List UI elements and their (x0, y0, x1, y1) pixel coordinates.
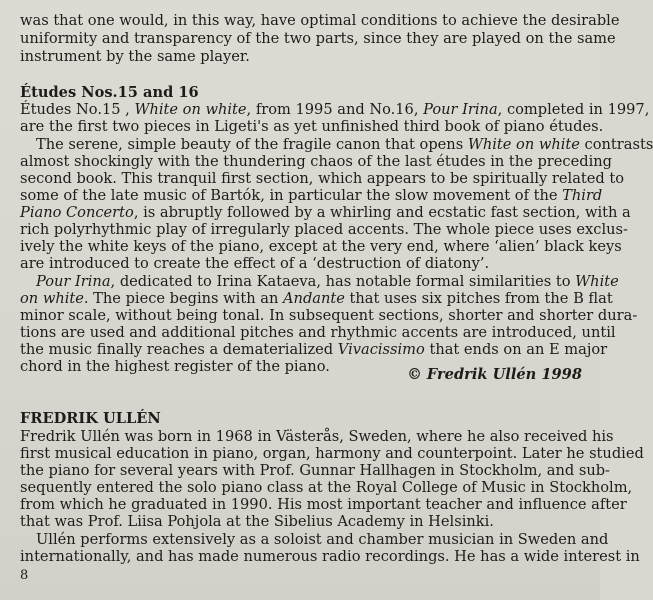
bio-line: the piano for several years with Prof. Gunnar Hallhagen in Stockholm, and sub- (20, 462, 610, 479)
bio-line: sequently entered the solo piano class at the Royal College of Music in Stockholm, (20, 479, 633, 496)
body-line (20, 101, 650, 118)
work-title: White on white (467, 136, 580, 153)
bio-line: Ullén performs extensively as a soloist and chamber musician in Sweden and (36, 531, 609, 548)
body-line (20, 204, 631, 221)
text-run: , from 1995 and No.16, (246, 101, 424, 118)
body-line (20, 136, 653, 153)
section-heading-etudes: Études Nos.15 and 16 (20, 84, 199, 101)
text-run: contrasts (579, 136, 653, 153)
intro-line: uniformity and transparency of the two parts, since they are played on the same (20, 30, 616, 47)
bio-line: Fredrik Ullén was born in 1968 in Västerås, Sweden, where he also received his (20, 428, 614, 445)
work-title: White (575, 273, 619, 290)
work-title: Piano Concerto (20, 204, 134, 221)
text-run: that ends on an E major (424, 341, 608, 358)
tempo-marking: Vivacissimo (337, 341, 425, 358)
body-line (20, 273, 619, 290)
body-line: chord in the highest register of the piano. (20, 358, 330, 375)
text-run: , dedicated to Irina Kataeva, has notable formal similarities to (110, 273, 576, 290)
body-line (20, 187, 603, 204)
bio-line: that was Prof. Liisa Pohjola at the Sibelius Academy in Helsinki. (20, 513, 494, 530)
work-title: White on white (134, 101, 247, 118)
intro-line: was that one would, in this way, have optimal conditions to achieve the desirable (20, 12, 620, 29)
text-run: that uses six pitches from the B flat (344, 290, 613, 307)
text-run: The serene, simple beauty of the fragile canon that opens (36, 136, 468, 153)
tempo-marking: Andante (283, 290, 345, 307)
work-title: Pour Irina (423, 101, 498, 118)
body-line: rich polyrhythmic play of irregularly placed accents. The whole piece uses exclus- (20, 221, 628, 238)
page-number: 8 (20, 568, 29, 583)
body-line: almost shockingly with the thundering chaos of the last études in the preceding (20, 153, 612, 170)
body-line: are introduced to create the effect of a ‘destruction of diatony’. (20, 255, 490, 272)
body-line: tions are used and additional pitches and rhythmic accents are introduced, until (20, 324, 616, 341)
text-run: Études No.15 , (20, 101, 135, 118)
body-line: second book. This tranquil first section, which appears to be spiritually related to (20, 170, 625, 187)
work-title: Third (562, 187, 603, 204)
body-line (20, 290, 613, 307)
body-line: are the first two pieces in Ligeti's as yet unfinished third book of piano études. (20, 118, 604, 135)
section-heading-bio: FREDRIK ULLÉN (20, 410, 161, 427)
text-run: . The piece begins with an (83, 290, 283, 307)
bio-line: first musical education in piano, organ, harmony and counterpoint. Later he studied (20, 445, 644, 462)
text-run: the music finally reaches a dematerialized (20, 341, 338, 358)
work-title: on white (20, 290, 84, 307)
text-run: , is abruptly followed by a whirling and ecstatic fast section, with a (133, 204, 631, 221)
body-line: ively the white keys of the piano, except at the very end, where ‘alien’ black keys (20, 238, 622, 255)
body-line (20, 341, 608, 358)
bio-line: from which he graduated in 1990. His most important teacher and influence after (20, 496, 627, 513)
text-run: some of the late music of Bartók, in particular the slow movement of the (20, 187, 563, 204)
author-signature: © Fredrik Ullén 1998 (407, 366, 582, 383)
body-line: minor scale, without being tonal. In subsequent sections, shorter and shorter dura- (20, 307, 638, 324)
intro-line: instrument by the same player. (20, 48, 250, 65)
work-title: Pour Irina (36, 273, 111, 290)
text-run: , completed in 1997, (497, 101, 650, 118)
bio-line: internationally, and has made numerous radio recordings. He has a wide interest in (20, 548, 640, 565)
